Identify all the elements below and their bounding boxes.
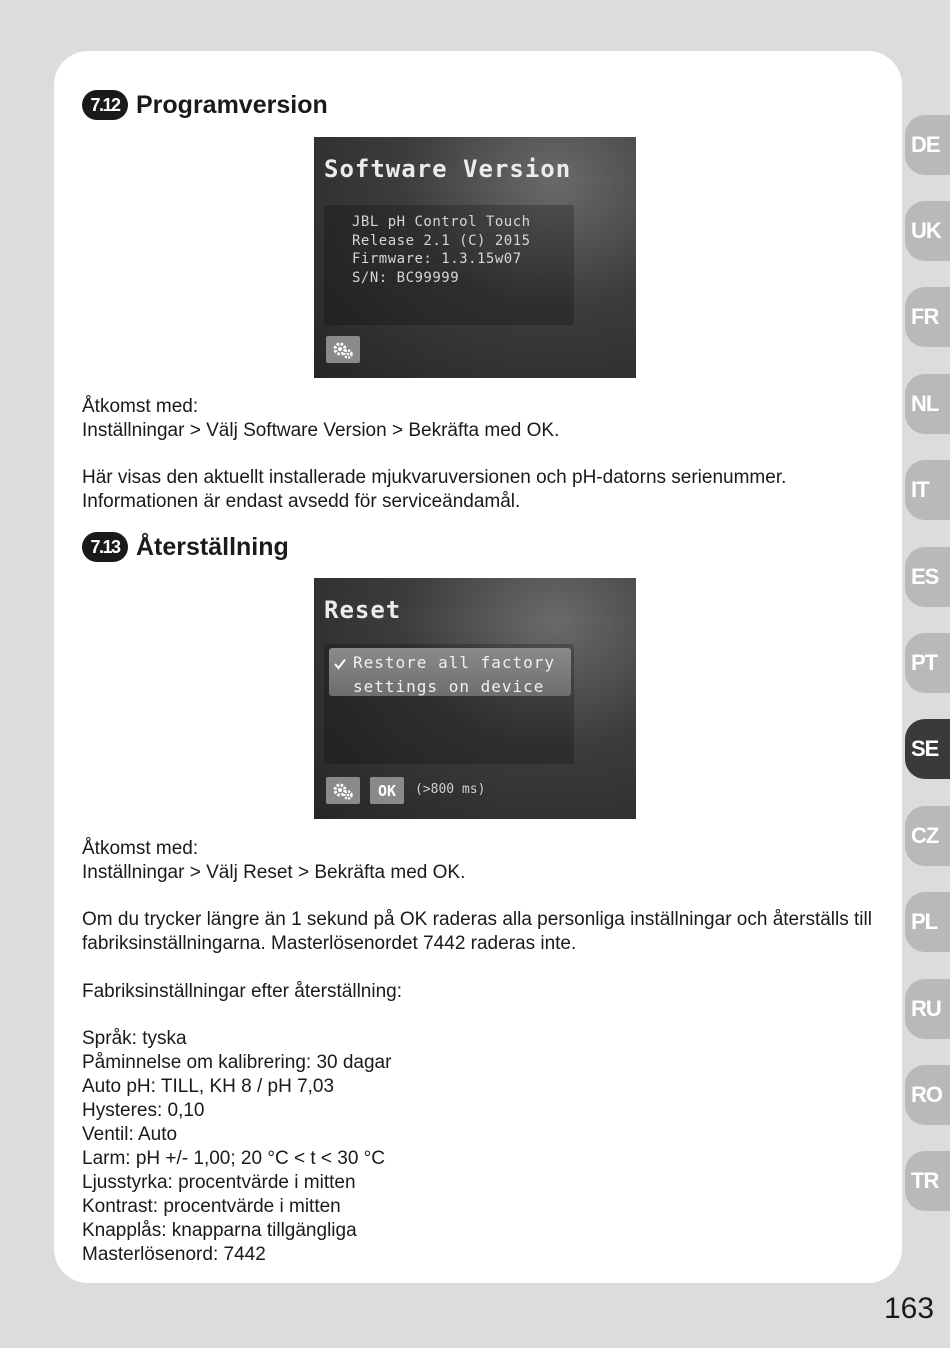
factory-setting-item: Språk: tyska xyxy=(82,1028,187,1049)
factory-setting-item: Larm: pH +/- 1,00; 20 °C < t < 30 °C xyxy=(82,1148,385,1169)
description-line: Om du trycker längre än 1 sekund på OK raderas alla personliga inställningar och återställs till xyxy=(82,909,872,930)
access-paragraph-programversion xyxy=(82,395,559,443)
screen-title: Reset xyxy=(324,596,402,624)
language-tab-pt[interactable]: PT xyxy=(905,633,950,693)
section-number-badge: 7.12 xyxy=(82,90,128,120)
ok-button: OK xyxy=(370,777,404,804)
factory-setting-item: Ventil: Auto xyxy=(82,1124,178,1145)
check-icon xyxy=(334,658,346,670)
language-tab-pl[interactable]: PL xyxy=(905,892,950,952)
description-aterstallning xyxy=(82,908,872,956)
description-line: fabriksinställningarna. Masterlösenordet 7442 raderas inte. xyxy=(82,933,577,954)
language-tab-nl[interactable]: NL xyxy=(905,374,950,434)
settings-button xyxy=(326,336,360,363)
factory-setting-item: Påminnelse om kalibrering: 30 dagar xyxy=(82,1052,392,1073)
factory-setting-item: Kontrast: procentvärde i mitten xyxy=(82,1196,341,1217)
access-label: Åtkomst med: xyxy=(82,396,199,417)
language-tab-fr[interactable]: FR xyxy=(905,287,950,347)
description-line: Informationen är endast avsedd för serviceändamål. xyxy=(82,491,521,512)
language-tab-cz[interactable]: CZ xyxy=(905,806,950,866)
section-number-badge: 7.13 xyxy=(82,532,128,562)
description-line: Här visas den aktuellt installerade mjukvaruversionen och pH-datorns serienummer. xyxy=(82,467,787,488)
option-line: settings on device xyxy=(353,677,545,696)
software-version-screenshot xyxy=(314,137,636,378)
screen-line-product: JBL pH Control Touch xyxy=(352,214,531,230)
settings-button xyxy=(326,777,360,804)
gear-icon xyxy=(332,781,354,801)
restore-option-text xyxy=(353,651,555,699)
language-tab-tr[interactable]: TR xyxy=(905,1151,950,1211)
screen-title: Software Version xyxy=(324,155,572,183)
access-label: Åtkomst med: xyxy=(82,838,199,859)
reset-screenshot xyxy=(314,578,636,819)
gear-icon xyxy=(332,340,354,360)
access-paragraph-aterstallning xyxy=(82,837,465,885)
screen-line-serial: S/N: BC99999 xyxy=(352,269,460,286)
language-tab-ro[interactable]: RO xyxy=(905,1065,950,1125)
factory-setting-item: Ljusstyrka: procentvärde i mitten xyxy=(82,1172,356,1193)
factory-setting-item: Masterlösenord: 7442 xyxy=(82,1244,266,1265)
screen-line-firmware: Firmware: 1.3.15w07 xyxy=(352,251,522,267)
section-title: Programversion xyxy=(136,90,328,119)
factory-settings-list xyxy=(82,1027,391,1267)
language-tab-de[interactable]: DE xyxy=(905,115,950,175)
language-tab-se[interactable]: SE xyxy=(905,719,950,779)
factory-setting-item: Knapplås: knapparna tillgängliga xyxy=(82,1220,357,1241)
language-tab-it[interactable]: IT xyxy=(905,460,950,520)
access-path: Inställningar > Välj Software Version > Bekräfta med OK. xyxy=(82,420,560,441)
page-number: 163 xyxy=(884,1292,935,1325)
section-title: Återställning xyxy=(136,532,289,561)
option-line: Restore all factory xyxy=(353,653,556,672)
language-tab-uk[interactable]: UK xyxy=(905,201,950,261)
language-tab-es[interactable]: ES xyxy=(905,547,950,607)
section-heading-programversion xyxy=(82,90,328,120)
factory-settings-heading: Fabriksinställningar efter återställning: xyxy=(82,981,402,1002)
screen-info-lines xyxy=(352,213,531,287)
access-path: Inställningar > Välj Reset > Bekräfta med OK. xyxy=(82,862,466,883)
screen-line-release: Release 2.1 (C) 2015 xyxy=(352,232,531,249)
language-tab-ru[interactable]: RU xyxy=(905,979,950,1039)
description-programversion xyxy=(82,466,786,514)
factory-setting-item: Hysteres: 0,10 xyxy=(82,1100,205,1121)
hold-duration-hint: (>800 ms) xyxy=(415,782,486,797)
section-heading-aterstallning xyxy=(82,532,289,562)
factory-setting-item: Auto pH: TILL, KH 8 / pH 7,03 xyxy=(82,1076,335,1097)
